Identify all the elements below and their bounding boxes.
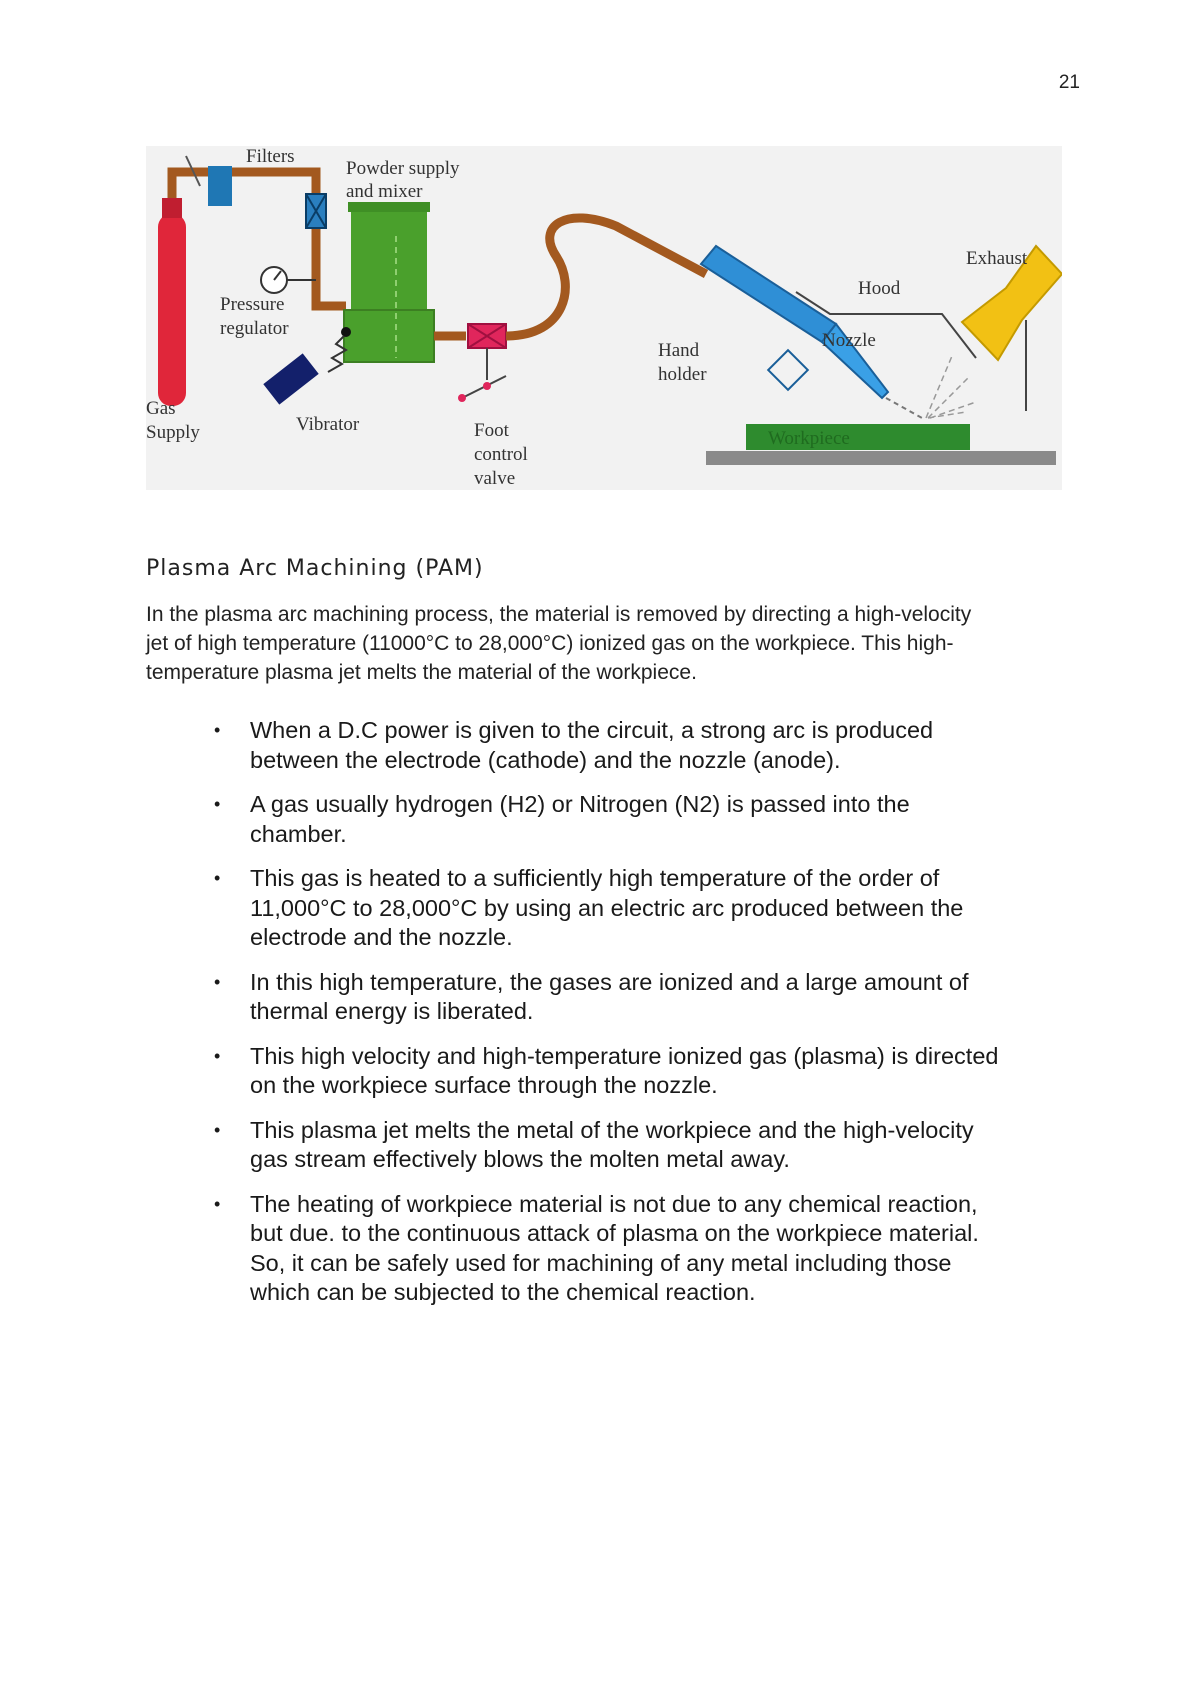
list-item — [200, 968, 1080, 1027]
bullet-icon: • — [214, 794, 221, 814]
bullet-icon: • — [214, 1193, 221, 1214]
pam-setup-diagram — [146, 146, 1062, 490]
list-item-line: This gas is heated to a sufficiently high temperature of the order of — [250, 865, 940, 891]
list-item-line: gas stream effectively blows the molten metal away. — [250, 1146, 790, 1172]
label-filters: Filters — [246, 146, 295, 167]
gas-pipe — [172, 172, 346, 306]
label-exhaust: Exhaust — [966, 248, 1028, 269]
label-hand-2: holder — [658, 364, 707, 385]
list-item-line: This plasma jet melts the metal of the workpiece and the high-velocity — [250, 1116, 974, 1143]
list-item-line: between the electrode (cathode) and the nozzle (anode). — [250, 746, 841, 773]
list-item-line: In this high temperature, the gases are ionized and a large amount of — [250, 968, 969, 995]
holder-collar — [768, 350, 808, 390]
bullet-icon: • — [214, 971, 221, 992]
label-pressure-2: regulator — [220, 318, 289, 339]
label-vibrator: Vibrator — [296, 414, 360, 435]
list-item-line: chamber. — [250, 820, 347, 847]
label-workpiece: Workpiece — [768, 428, 850, 449]
cylinder-valve — [162, 198, 182, 218]
vibrator-pivot — [341, 327, 351, 337]
list-item-line: which can be subjected to the chemical reaction. — [250, 1279, 756, 1305]
label-gas-1: Gas — [146, 398, 176, 419]
hopper-lid — [348, 202, 430, 212]
label-pressure-1: Pressure — [220, 294, 285, 315]
vibrator-unit — [263, 353, 318, 404]
label-nozzle: Nozzle — [822, 330, 876, 351]
bullet-icon: • — [214, 720, 221, 740]
bullet-icon: • — [214, 1045, 221, 1066]
label-hood: Hood — [858, 278, 901, 299]
label-foot-2: control — [474, 444, 528, 465]
bullet-icon: • — [214, 1119, 221, 1140]
list-item-line: So, it can be safely used for machining of any metal including those — [250, 1249, 952, 1276]
hand-holder — [701, 246, 836, 342]
list-item-line: When a D.C power is given to the circuit, a strong arc is produced — [250, 717, 934, 743]
list-item-line: on the workpiece surface through the nozzle. — [250, 1072, 718, 1098]
list-item-line: The heating of workpiece material is not due to any chemical reaction, — [250, 1190, 978, 1217]
powder-hopper — [351, 208, 427, 310]
mixer-chamber — [344, 310, 434, 362]
intro-paragraph — [146, 600, 1066, 687]
list-item — [200, 1190, 1080, 1308]
section-title: Plasma Arc Machining (PAM) — [146, 556, 484, 581]
diagram-svg — [146, 146, 1062, 490]
table — [706, 451, 1056, 465]
label-powder-1: Powder supply — [346, 158, 460, 179]
list-item — [200, 790, 1080, 849]
gas-cylinder — [158, 214, 186, 406]
pedal-joint — [483, 382, 491, 390]
intro-line: temperature plasma jet melts the material of the workpiece. — [146, 661, 697, 684]
list-item-line: electrode and the nozzle. — [250, 924, 513, 950]
intro-line: In the plasma arc machining process, the material is removed by directing a high-velocity — [146, 603, 972, 626]
list-item-line: 11,000°C to 28,000°C by using an electric arc produced between the — [250, 894, 964, 921]
list-item-line: A gas usually hydrogen (H2) or Nitrogen (N2) is passed into the — [250, 791, 910, 817]
filter-unit — [208, 166, 232, 206]
pedal-pivot — [458, 394, 466, 402]
sparks — [926, 356, 976, 418]
list-item — [200, 864, 1080, 953]
hose — [506, 218, 706, 336]
label-gas-2: Supply — [146, 422, 200, 443]
intro-line: jet of high temperature (11000°C to 28,000°C) ionized gas on the workpiece. This high- — [146, 632, 954, 655]
list-item-line: This high velocity and high-temperature ionized gas (plasma) is directed — [250, 1042, 999, 1069]
abrasive-jet — [886, 398, 922, 418]
bullet-icon: • — [214, 868, 221, 888]
list-item — [200, 716, 1080, 775]
list-item-line: but due. to the continuous attack of plasma on the workpiece material. — [250, 1220, 979, 1246]
label-powder-2: and mixer — [346, 181, 423, 202]
list-item-line: thermal energy is liberated. — [250, 998, 534, 1024]
label-hand-1: Hand — [658, 340, 700, 361]
page-number: 21 — [1058, 72, 1080, 93]
bullet-list — [200, 716, 1080, 1323]
list-item — [200, 1042, 1080, 1101]
label-foot-3: valve — [474, 468, 516, 489]
label-foot-1: Foot — [474, 420, 509, 441]
list-item — [200, 1116, 1080, 1175]
